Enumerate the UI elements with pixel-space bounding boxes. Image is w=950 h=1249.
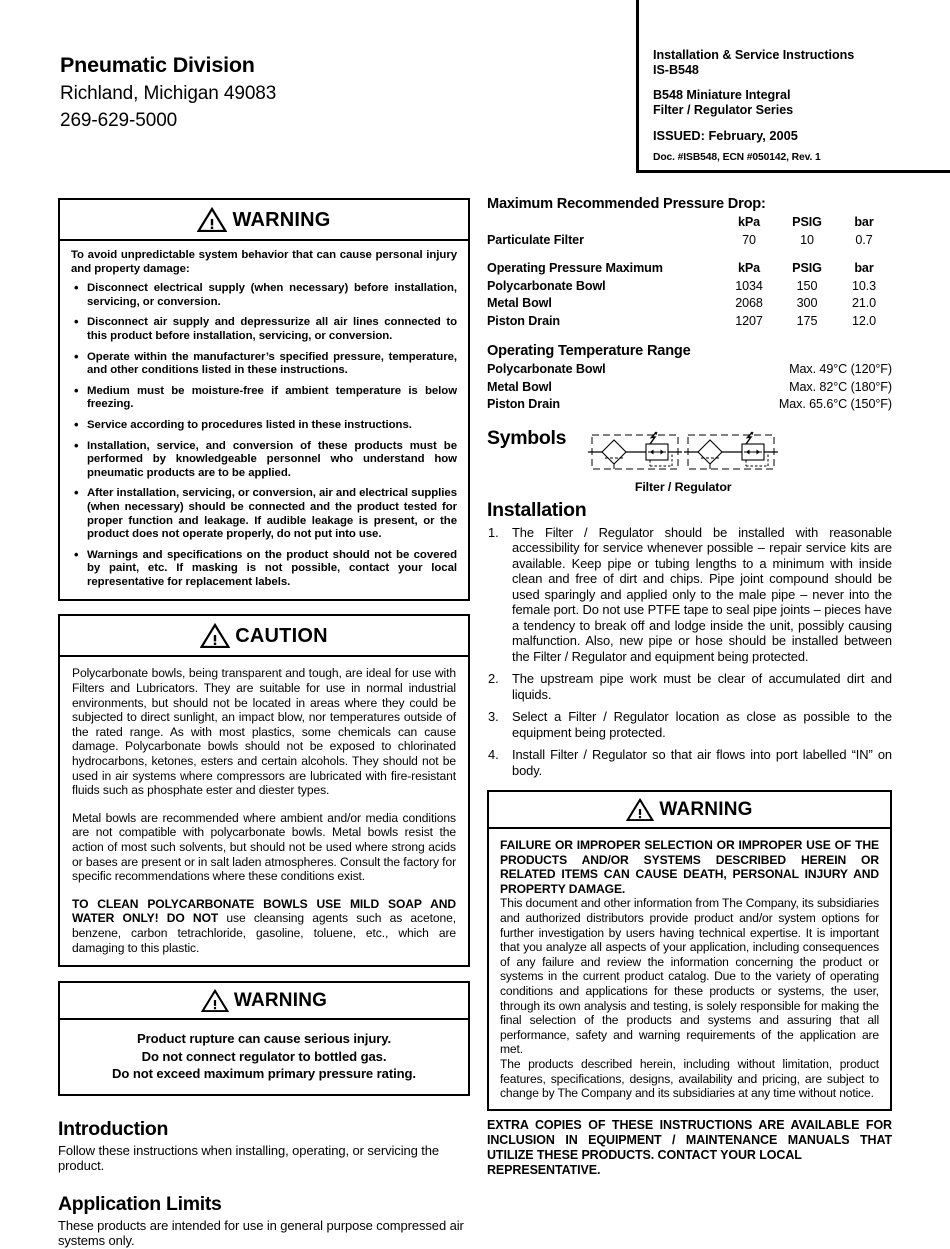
doc-series-line-2: Filter / Regulator Series <box>653 103 794 118</box>
caution-box-header <box>60 616 468 657</box>
caution-box-body <box>60 657 468 965</box>
spec-value-bar: 12.0 <box>851 313 877 328</box>
warning-box-rupture <box>58 981 470 1096</box>
table-header-row <box>487 214 892 232</box>
spec-temp-value: Max. 65.6°C (150°F) <box>778 397 892 411</box>
warning-bullet: • Installation, service, and conversion of these products must be performed by knowledgeable personnel who understand how pneumatic products are to be applied. <box>71 440 457 481</box>
table-row <box>487 361 892 379</box>
pressure-drop-title: Maximum Recommended Pressure Drop: <box>487 196 766 212</box>
rupture-line-2: Do not connect regulator to bottled gas. <box>141 1048 387 1064</box>
pressure-max-section <box>487 260 892 330</box>
spec-value-psig: 10 <box>800 232 814 247</box>
spec-blank-cell <box>487 214 720 232</box>
spec-value-psig: 150 <box>796 278 818 293</box>
warning-triangle-icon <box>201 989 229 1012</box>
spec-row-name: Piston Drain <box>487 313 560 328</box>
caution-cleaning-bold: TO CLEAN POLYCARBONATE BOWLS USE MILD SOAP AND WATER ONLY! DO NOT <box>72 896 456 926</box>
warning-box-failure-body <box>489 829 890 1109</box>
spec-value-bar: 10.3 <box>851 278 877 293</box>
installation-steps-list <box>487 525 892 779</box>
list-item <box>487 525 892 665</box>
spec-row-name: Polycarbonate Bowl <box>487 362 606 376</box>
symbols-section <box>487 426 892 494</box>
spec-row-name: Polycarbonate Bowl <box>487 278 606 293</box>
warning-box-rupture-header <box>60 983 468 1020</box>
spec-value-psig: 175 <box>796 313 818 328</box>
page-header <box>0 0 950 180</box>
table-row <box>487 232 892 250</box>
table-header-row <box>487 260 892 278</box>
warning-box-main-header <box>60 200 468 241</box>
spec-value-bar: 21.0 <box>851 296 877 310</box>
temperature-range-table <box>487 361 892 414</box>
warning-bullet: • After installation, servicing, or conversion, air and electrical supplies (when necessary) should be connected and the product tested for proper function and leakage. If audible leakage is present, or the product does not operate properly, do not put into use. <box>71 487 457 541</box>
step-text: Select a Filter / Regulator location as close as possible to the equipment being protected. <box>512 709 892 740</box>
warning-bullet: • Disconnect electrical supply (when necessary) before installation, servicing, or conversion. <box>71 282 457 309</box>
spec-row-name: Metal Bowl <box>487 296 552 310</box>
warning-box-failure <box>487 790 892 1111</box>
doc-series-line-1: B548 Miniature Integral <box>653 87 791 102</box>
unit-header-bar: bar <box>854 261 874 275</box>
failure-paragraph-2: The products described herein, including without limitation, product features, specifications, designs, availability and pricing, are subject to change by The Company and its subsidiaries at any time without notice. <box>500 1056 879 1101</box>
warning-bullet: • Disconnect air supply and depressurize all air lines connected to this product before installation, servicing, or conversion. <box>71 316 457 343</box>
warning-bullet: • Medium must be moisture-free if ambient temperature is below freezing. <box>71 385 457 412</box>
doc-code-group <box>653 152 950 163</box>
right-column <box>487 195 892 1178</box>
caution-paragraph-1: Polycarbonate bowls, being transparent and tough, are ideal for use with Filters and Lubricators. They are suitable for use in normal industrial environments, but should not be located in areas where they could be subjected to direct sunlight, an impact blow, nor temperatures outside of the rated range. As with most plastics, some chemicals can cause damage. Polycarbonate bowls should not be exposed to chlorinated hydrocarbons, ketones, esters and certain alcohols. They should not be used in air systems where compressors are lubricated with fire-resistant fluids such as phosphate ester and diester types. <box>72 666 456 798</box>
unit-header-kpa: kPa <box>737 215 761 229</box>
failure-paragraph-1: This document and other information from The Company, its subsidiaries and authorized distributors provide product and/or system options for further investigation by users having technical expertise. It is important that you analyze all aspects of your application, including consequences of any failure and review the information concerning the product or systems in the current product catalog. Due to the variety of operating conditions and applications for these products or systems, the user, through its own analysis and testing, is solely responsible for making the final selection of the products and systems and assuring that all performance, safety and warning requirements of the application are met. <box>500 896 879 1057</box>
temperature-range-title: Operating Temperature Range <box>487 343 691 359</box>
spec-value-kpa: 2068 <box>735 296 763 310</box>
caution-paragraph-2: Metal bowls are recommended where ambient and/or media conditions are not compatible with polycarbonate bowls. Metal bowls resist the action of most such solvents, but should not be used where strong acids or bases are present or in salt laden atmospheres. Consult the factory for specific recommendations where these conditions exist. <box>72 810 456 884</box>
spec-value-kpa: 1034 <box>735 278 763 293</box>
spec-row-name: Particulate Filter <box>487 232 584 247</box>
warning-triangle-icon <box>200 623 230 648</box>
table-row <box>487 278 892 296</box>
extra-copies-text: EXTRA COPIES OF THESE INSTRUCTIONS ARE AVAILABLE FOR INCLUSION IN EQUIPMENT / MAINTENANCE MANUALS THAT UTILIZE THESE PRODUCTS. CONTACT YOUR LOCAL <box>487 1117 892 1162</box>
list-item <box>487 671 892 702</box>
warning-triangle-icon <box>197 207 227 232</box>
application-limits-heading: Application Limits <box>58 1192 222 1215</box>
temperature-range-section <box>487 342 892 414</box>
spec-row-name: Piston Drain <box>487 397 560 411</box>
spec-value-psig: 300 <box>796 296 818 310</box>
doc-code: Doc. #ISB548, ECN #050142, Rev. 1 <box>653 151 821 163</box>
introduction-body: Follow these instructions when installing, operating, or servicing the product. <box>58 1142 440 1174</box>
pressure-max-table <box>487 260 892 330</box>
unit-header-psig: PSIG <box>792 215 822 229</box>
symbols-heading: Symbols <box>487 426 567 449</box>
spec-value-kpa: 1207 <box>735 313 763 328</box>
unit-header-bar: bar <box>854 215 874 229</box>
rupture-line-3: Do not exceed maximum primary pressure rating. <box>112 1066 416 1082</box>
spec-temp-value: Max. 49°C (120°F) <box>789 362 892 376</box>
extra-copies-last-line: REPRESENTATIVE. <box>487 1162 601 1177</box>
warning-box-rupture-body <box>60 1020 468 1094</box>
introduction-section <box>58 1117 470 1174</box>
step-text: The Filter / Regulator should be installed with reasonable accessibility for service whenever possible – repair service kits are available. Keep pipe or tubing lengths to a minimum with inside clean and free of dirt and chips. Pipe joint compound should be used sparingly and applied only to the male pipe – never into the female port. Do not use PTFE tape to seal pipe joints – pieces have a tendency to break off and lodge inside the unit, possibly causing malfunction. Also, new pipe or hose should be installed between the Filter / Regulator and equipment being protected. <box>512 524 892 664</box>
installation-heading: Installation <box>487 498 587 521</box>
step-number: 1. <box>488 524 499 540</box>
application-limits-section <box>58 1192 470 1249</box>
filter-regulator-symbol-icon <box>588 430 778 474</box>
doc-type-line-1: Installation & Service Instructions <box>653 48 855 62</box>
warning-intro-text: To avoid unpredictable system behavior that can cause personal injury and property damage: <box>71 249 457 275</box>
unit-header-psig: PSIG <box>792 261 822 275</box>
introduction-heading: Introduction <box>58 1117 169 1140</box>
warning-box-main <box>58 198 470 601</box>
failure-bold-paragraph: FAILURE OR IMPROPER SELECTION OR IMPROPER USE OF THE PRODUCTS AND/OR SYSTEMS DESCRIBED HEREIN OR RELATED ITEMS CAN CAUSE DEATH, PERSONAL INJURY AND PROPERTY DAMAGE. <box>500 838 879 896</box>
spec-temp-value: Max. 82°C (180°F) <box>789 379 892 394</box>
list-item <box>487 747 892 778</box>
doc-type-group <box>653 48 950 79</box>
step-number: 4. <box>488 747 499 762</box>
step-number: 2. <box>488 671 499 686</box>
step-number: 3. <box>488 709 499 724</box>
warning-box-rupture-title: WARNING <box>233 990 328 1012</box>
warning-box-main-title: WARNING <box>232 208 331 231</box>
list-item <box>487 709 892 740</box>
step-text: Install Filter / Regulator so that air flows into port labelled “IN” on body. <box>512 747 892 778</box>
company-block <box>60 52 276 134</box>
warning-bullet-list <box>71 282 457 589</box>
caution-paragraph-3 <box>72 897 456 955</box>
warning-bullet: • Operate within the manufacturer’s specified pressure, temperature, and other conditions listed in these instructions. <box>71 351 457 378</box>
company-phone: 269-629-5000 <box>60 110 178 131</box>
pressure-drop-table <box>487 214 892 249</box>
application-limits-body: These products are intended for use in general purpose compressed air systems only. <box>58 1217 464 1249</box>
extra-copies-notice <box>487 1118 892 1178</box>
table-row <box>487 396 892 414</box>
doc-type-line-2: IS-B548 <box>653 63 699 78</box>
doc-issued-date: ISSUED: February, 2005 <box>653 127 798 143</box>
company-city: Richland, Michigan 49083 <box>60 83 277 104</box>
left-column <box>58 198 470 1249</box>
unit-header-kpa: kPa <box>737 261 761 275</box>
rupture-line-1: Product rupture can cause serious injury. <box>137 1031 391 1047</box>
table-row <box>487 313 892 331</box>
document-info-box <box>636 0 950 173</box>
warning-triangle-icon <box>626 798 654 821</box>
table-row <box>487 295 892 313</box>
symbol-diagram <box>588 430 778 494</box>
warning-box-failure-title: WARNING <box>659 799 753 820</box>
caution-box <box>58 614 470 967</box>
installation-section <box>487 498 892 779</box>
warning-box-main-body <box>60 241 468 599</box>
spec-value-bar: 0.7 <box>855 232 873 247</box>
warning-bullet: • Service according to procedures listed in these instructions. <box>71 419 457 433</box>
doc-issued-group <box>653 128 950 143</box>
doc-series-group <box>653 88 950 119</box>
company-name: Pneumatic Division <box>60 53 255 77</box>
pressure-drop-section <box>487 195 892 249</box>
warning-box-failure-header <box>489 792 890 829</box>
warning-bullet: • Warnings and specifications on the product should not be covered by paint, etc. If masking is not possible, contact your local representative for replacement labels. <box>71 549 457 590</box>
table-row <box>487 379 892 397</box>
symbol-caption: Filter / Regulator <box>634 479 732 494</box>
caution-box-title: CAUTION <box>235 624 328 647</box>
spec-value-kpa: 70 <box>742 232 756 247</box>
step-text: The upstream pipe work must be clear of accumulated dirt and liquids. <box>512 671 892 702</box>
spec-row-name: Metal Bowl <box>487 379 552 394</box>
caution-cleaning-rest: use cleansing agents such as acetone, benzene, carbon tetrachloride, gasoline, toluene, etc., which are damaging to this plastic. <box>72 911 457 955</box>
pressure-max-title: Operating Pressure Maximum <box>487 261 663 275</box>
